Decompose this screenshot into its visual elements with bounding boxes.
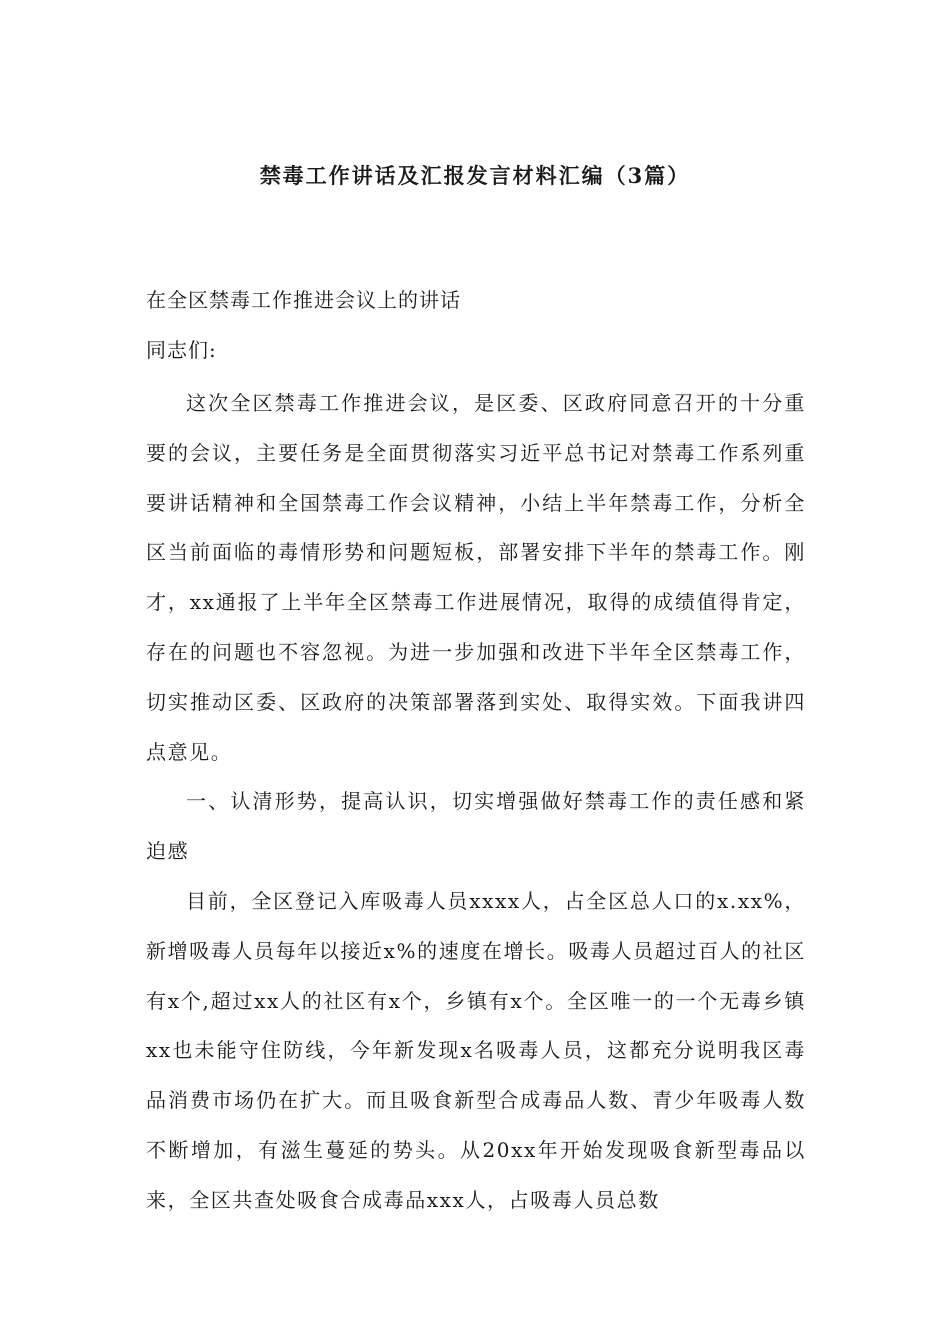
salutation: 同志们: xyxy=(146,338,217,362)
speech-title: 在全区禁毒工作推进会议上的讲话 xyxy=(146,288,461,312)
section-heading-1: 一、认清形势，提高认识，切实增强做好禁毒工作的责任感和紧迫感 xyxy=(146,789,806,864)
paragraph-situation: 目前，全区登记入库吸毒人员xxxx人，占全区总人口的x.xx%，新增吸毒人员每年以接近x%的速度在增长。吸毒人员超过百人的社区有x个,超过xx人的社区有x个，乡镇有x个。全区唯一的一个无毒乡镇xx也未能守住防线，今年新发现x名吸毒人员，这都充分说明我区毒品消费市场仍在扩大。而且吸食新型合成毒品人数、青少年吸毒人数不断增加，有滋生蔓延的势头。从20xx年开始发现吸食新型毒品以来，全区共查处吸食合成毒品xxx人，占吸毒人员总数 xyxy=(146,888,806,1212)
paragraph-intro: 这次全区禁毒工作推进会议，是区委、区政府同意召开的十分重要的会议，主要任务是全面贯彻落实习近平总书记对禁毒工作系列重要讲话精神和全国禁毒工作会议精神，小结上半年禁毒工作，分析全区当前面临的毒情形势和问题短板，部署安排下半年的禁毒工作。刚才，xx通报了上半年全区禁毒工作进展情况，取得的成绩值得肯定，存在的问题也不容忽视。为进一步加强和改进下半年全区禁毒工作，切实推动区委、区政府的决策部署落到实处、取得实效。下面我讲四点意见。 xyxy=(146,391,806,764)
body-text xyxy=(146,379,806,1226)
document-title: 禁毒工作讲话及汇报发言材料汇编（3篇） xyxy=(259,163,691,188)
